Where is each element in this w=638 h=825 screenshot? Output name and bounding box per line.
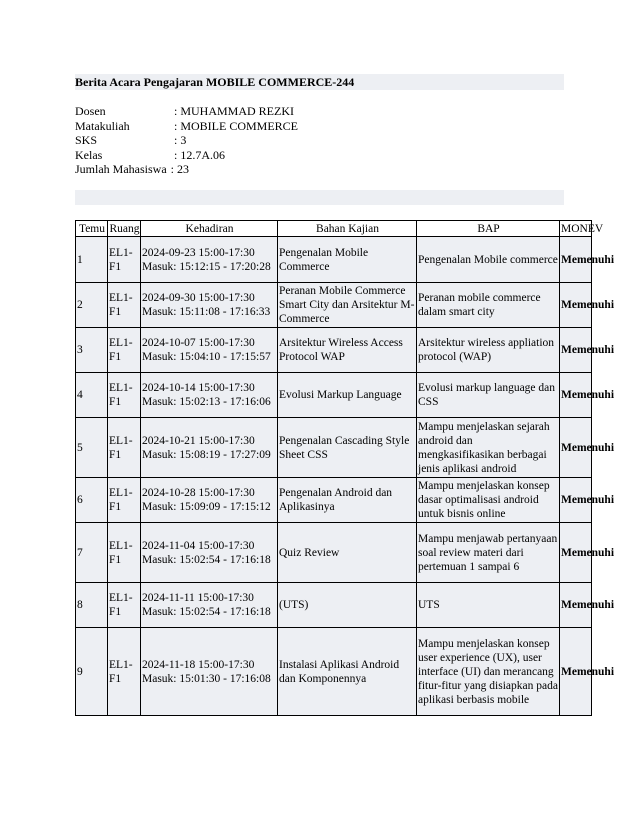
cell-bahan-kajian: Evolusi Markup Language: [278, 373, 417, 418]
cell-kehadiran: 2024-10-28 15:00-17:30 Masuk: 15:09:09 - 17:15:12: [141, 478, 278, 523]
header-bap: BAP: [417, 221, 560, 237]
header-temu: Temu: [76, 221, 108, 237]
cell-kehadiran: 2024-11-18 15:00-17:30 Masuk: 15:01:30 - 17:16:08: [141, 628, 278, 716]
info-label: SKS: [75, 133, 98, 147]
info-row-matakuliah: [75, 119, 298, 134]
cell-temu: 9: [76, 628, 108, 716]
cell-monev: Memenuhi: [560, 283, 592, 328]
cell-temu: 1: [76, 237, 108, 283]
cell-kehadiran: 2024-11-11 15:00-17:30 Masuk: 15:02:54 - 17:16:18: [141, 583, 278, 628]
cell-kehadiran: 2024-09-30 15:00-17:30 Masuk: 15:11:08 - 17:16:33: [141, 283, 278, 328]
cell-temu: 2: [76, 283, 108, 328]
header-kehadiran: Kehadiran: [141, 221, 278, 237]
cell-bap: Pengenalan Mobile commerce: [417, 237, 560, 283]
cell-ruang: EL1-F1: [108, 628, 141, 716]
cell-monev: Memenuhi: [560, 328, 592, 373]
info-value: : MUHAMMAD REZKI: [174, 104, 294, 118]
table-row: [76, 328, 592, 373]
info-row-sks: [75, 133, 298, 148]
cell-bap: Arsitektur wireless appliation protocol (WAP): [417, 328, 560, 373]
table-row: [76, 523, 592, 583]
cell-bahan-kajian: Peranan Mobile Commerce Smart City dan Arsitektur M-Commerce: [278, 283, 417, 328]
cell-ruang: EL1-F1: [108, 237, 141, 283]
info-value: : 23: [170, 162, 189, 176]
info-row-kelas: [75, 148, 298, 163]
cell-bahan-kajian: Pengenalan Cascading Style Sheet CSS: [278, 418, 417, 478]
cell-temu: 4: [76, 373, 108, 418]
cell-temu: 3: [76, 328, 108, 373]
cell-bahan-kajian: (UTS): [278, 583, 417, 628]
cell-ruang: EL1-F1: [108, 583, 141, 628]
cell-ruang: EL1-F1: [108, 283, 141, 328]
header-monev: MONEV: [561, 222, 604, 235]
cell-bap: UTS: [417, 583, 560, 628]
table-row: [76, 283, 592, 328]
cell-ruang: EL1-F1: [108, 328, 141, 373]
cell-ruang: EL1-F1: [108, 478, 141, 523]
cell-bap: Mampu menjelaskan sejarah android dan mengkasifikasikan berbagai jenis aplikasi android: [417, 418, 560, 478]
info-value: : MOBILE COMMERCE: [174, 118, 299, 133]
course-info: [75, 104, 298, 177]
cell-monev: Memenuhi: [560, 583, 592, 628]
cell-bahan-kajian: Instalasi Aplikasi Android dan Komponennya: [278, 628, 417, 716]
table-header-row: [76, 221, 592, 237]
cell-bap: Evolusi markup language dan CSS: [417, 373, 560, 418]
cell-bap: Mampu menjelaskan konsep dasar optimalisasi android untuk bisnis online: [417, 478, 560, 523]
cell-bap: Mampu menjelaskan konsep user experience (UX), user interface (UI) dan merancang fitur-fitur yang disiapkan pada aplikasi berbasis mobile: [417, 628, 560, 716]
table-row: [76, 373, 592, 418]
cell-bahan-kajian: Quiz Review: [278, 523, 417, 583]
cell-bap: Mampu menjawab pertanyaan soal review materi dari pertemuan 1 sampai 6: [417, 523, 560, 583]
cell-temu: 5: [76, 418, 108, 478]
cell-bahan-kajian: Pengenalan Android dan Aplikasinya: [278, 478, 417, 523]
cell-ruang: EL1-F1: [108, 373, 141, 418]
info-label: Jumlah Mahasiswa: [75, 162, 167, 176]
cell-monev: Memenuhi: [560, 478, 592, 523]
table-row: [76, 583, 592, 628]
cell-temu: 6: [76, 478, 108, 523]
cell-bahan-kajian: Arsitektur Wireless Access Protocol WAP: [278, 328, 417, 373]
table-row: [76, 478, 592, 523]
cell-ruang: EL1-F1: [108, 523, 141, 583]
info-row-jumlah-mahasiswa: [75, 162, 298, 177]
separator-bar: [75, 190, 564, 205]
cell-monev: Memenuhi: [560, 628, 592, 716]
cell-kehadiran: 2024-11-04 15:00-17:30 Masuk: 15:02:54 - 17:16:18: [141, 523, 278, 583]
cell-temu: 7: [76, 523, 108, 583]
cell-temu: 8: [76, 583, 108, 628]
page-title: Berita Acara Pengajaran MOBILE COMMERCE-244: [75, 74, 564, 90]
cell-monev: Memenuhi: [560, 418, 592, 478]
info-label: Dosen: [75, 104, 106, 118]
cell-bap: Peranan mobile commerce dalam smart city: [417, 283, 560, 328]
info-value: : 3: [174, 133, 187, 147]
info-label: Kelas: [75, 147, 103, 162]
header-bahan-kajian: Bahan Kajian: [278, 221, 417, 237]
cell-kehadiran: 2024-09-23 15:00-17:30 Masuk: 15:12:15 - 17:20:28: [141, 237, 278, 283]
cell-ruang: EL1-F1: [108, 418, 141, 478]
table-row: [76, 628, 592, 716]
cell-kehadiran: 2024-10-07 15:00-17:30 Masuk: 15:04:10 - 17:15:57: [141, 328, 278, 373]
table-row: [76, 418, 592, 478]
table-row: [76, 237, 592, 283]
info-label: Matakuliah: [75, 118, 130, 133]
cell-monev: Memenuhi: [560, 373, 592, 418]
bap-table: [75, 220, 615, 716]
header-ruang: Ruang: [109, 222, 140, 235]
cell-kehadiran: 2024-10-14 15:00-17:30 Masuk: 15:02:13 - 17:16:06: [141, 373, 278, 418]
info-row-dosen: [75, 104, 298, 119]
cell-bahan-kajian: Pengenalan Mobile Commerce: [278, 237, 417, 283]
cell-monev: Memenuhi: [560, 237, 592, 283]
info-value: : 12.7A.06: [174, 147, 225, 162]
cell-monev: Memenuhi: [560, 523, 592, 583]
cell-kehadiran: 2024-10-21 15:00-17:30 Masuk: 15:08:19 - 17:27:09: [141, 418, 278, 478]
